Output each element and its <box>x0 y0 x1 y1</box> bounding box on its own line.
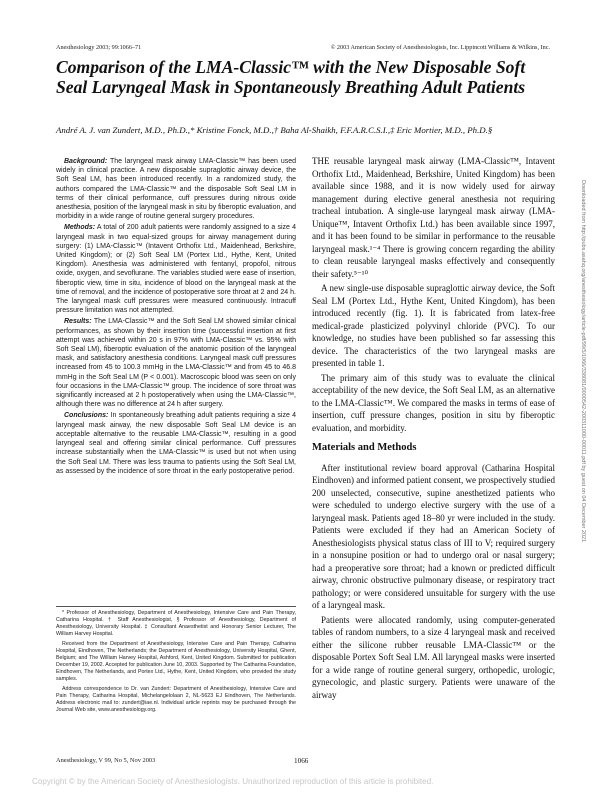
body-paragraph-intro: THE reusable laryngeal mask airway (LMA-Classic™, Intavent Orthofix Ltd., Maidenhead, Berkshire, United Kingdom) has been available since 1988, and it is now widely used for airway management during elective general anesthesia not requiring tracheal intubation. A single-use laryngeal mask airway (LMA-Unique™, Intavent Orthofix Ltd.) has been available since 1997, and it has been found to be similar in performance to the reusable laryngeal mask.¹⁻⁴ There is growing concern regarding the ability to clean reusable laryngeal masks effectively and consequently their safety.⁵⁻¹⁰ <box>312 156 555 279</box>
abstract-methods <box>56 223 296 315</box>
body-paragraph-aim: The primary aim of this study was to evaluate the clinical acceptability of the new device, the Soft Seal LM, as an alternative to the LMA-Classic™. We compared the masks in terms of ease of insertion, cuff pressure changes, position in situ by fiberoptic evaluation, and morbidity. <box>312 372 555 433</box>
footnote-correspondence: Address correspondence to Dr. van Zundert: Department of Anesthesiology, Intensive Care and Pain Therapy, Catharina Hospital, Michelangelolaan 2, NL-5623 EJ Eindhoven, The Netherlands. Address electronic mail to: zundert@iae.nl. Individual article reprints may be purchased through the Journal Web site, www.anesthesiology.org. <box>56 686 296 713</box>
copyright-header: © 2003 American Society of Anesthesiologists, Inc. Lippincott Williams & Wilkins, Inc. <box>330 44 550 51</box>
body-text-column <box>312 155 555 703</box>
body-paragraph-allocation: Patients were allocated randomly, using computer-generated tables of random numbers, to a size 4 laryngeal mask and received either the silicone rubber reusable LMA-Classic™ or the disposable Portex Soft Seal LM. All laryngeal masks were inserted for a wide range of routine general surgery, orthopedic, urologic, gynecologic, and plastic surgery. Patients were unaware of the airway <box>312 614 555 700</box>
abstract-background-label: Background: <box>64 158 108 165</box>
body-paragraph-patients: After institutional review board approval (Catharina Hospital Eindhoven) and informed patient consent, we prospectively studied 200 unselected, consecutive, supine anesthetized patients who were scheduled to undergo elective surgery with the use of a laryngeal mask. Patients aged 18–80 yr were included in the study. Patients were excluded if they had an American Society of Anesthesiologists physical status class of III to V; required surgery in a nonsupine position or had to undergo oral or nasal surgery; had a preoperative sore throat; had a known or predicted difficult airway, chronic obstructive pulmonary disease, or respiratory tract pathology; or were considered unsuitable for surgery with the use of a laryngeal mask. <box>312 462 555 610</box>
body-paragraph-device: A new single-use disposable supraglottic airway device, the Soft Seal LM (Portex Ltd., Hythe Kent, United Kingdom), has been introduced recently (fig. 1). It is fabricated from latex-free medical-grade plasticized polyvinyl chloride (PVC). To our knowledge, no studies have been published so far assessing this device. The characteristics of the two laryngeal masks are presented in table 1. <box>312 283 555 368</box>
abstract-conclusions-label: Conclusions: <box>64 412 109 420</box>
abstract-methods-label: Methods: <box>64 224 96 232</box>
abstract-results-label: Results: <box>64 318 92 326</box>
footnote-rule <box>56 606 296 607</box>
abstract-background <box>56 157 296 221</box>
footnotes <box>56 606 296 717</box>
journal-citation-header: Anesthesiology 2003; 99:1066–71 <box>56 44 142 51</box>
article-title: Comparison of the LMA-Classic™ with the New Disposable Soft Seal Laryngeal Mask in Spontaneously Breathing Adult Patients <box>56 57 526 97</box>
abstract-methods-text: A total of 200 adult patients were randomly assigned to a size 4 laryngeal mask in two equal-sized groups for airway management during surgery: (1) LMA-Classic™ (Intavent Orthofix Ltd., Maidenhead, Berkshire, United Kingdom); or (2) Soft Seal LM (Portex Ltd., Hythe, Kent, United Kingdom). Anesthesia was administered with fentanyl, propofol, nitrous oxide, oxygen, and sevoflurane. The variables studied were ease of insertion, fiberoptic view, time in situ, incidence of blood on the laryngeal mask at the time of removal, and the incidence of postoperative sore throat at 2 and 24 h. The laryngeal mask cuff pressures were measured continuously. Intracuff pressure limitation was not attempted. <box>56 224 296 315</box>
copyright-watermark: Copyright © by the American Society of Anesthesiologists. Unauthorized reproduction of this article is prohibited. <box>32 777 434 786</box>
footer-journal-issue: Anesthesiology, V 99, No 5, Nov 2003 <box>56 757 156 764</box>
footnote-received: Received from the Department of Anesthesiology, Intensive Care and Pain Therapy, Catharina Hospital, Eindhoven, The Netherlands; the Department of Anesthesiology, University Hospital, Ghent, Belgium; and The William Harvey Hospital, Ashford, Kent, United Kingdom. Submitted for publication December 19, 2002. Accepted for publication June 10, 2003. Supported by The Catharina Foundation, Eindhoven, The Netherlands, and Portex Ltd., Hythe, Kent, United Kingdom, who provided the study samples. <box>56 641 296 682</box>
abstract-conclusions-text: In spontaneously breathing adult patients requiring a size 4 laryngeal mask airway, the new disposable Soft Seal LM device is an acceptable alternative to the reusable LMA-Classic™, resulting in a good laryngeal seal and offering similar clinical performance. Cuff pressures increase substantially when the LMA-Classic™ is used but not when using the Soft Seal LM. There was less trauma to patients using the Soft Seal LM, as assessed by the incidence of sore throat in the early postoperative period. <box>56 412 296 475</box>
abstract <box>56 157 296 478</box>
footnote-affiliations: * Professor of Anesthesiology, Department of Anesthesiology, Intensive Care and Pain Therapy, Catharina Hospital. † Staff Anesthesiologist, § Professor of Anesthesiology, Department of Anesthesiology, University Hospital. ‡ Consultant Anaesthetist and Honorary Senior Lecturer, The William Harvey Hospital. <box>56 610 296 637</box>
download-watermark: Downloaded from http://pubs.asahq.org/anesthesiology/article-pdf/99/5/1066/338081/0000542-200311000-00011.pdf by guest on 04 December 2021 <box>580 180 586 543</box>
abstract-results-text: The LMA-Classic™ and the Soft Seal LM showed similar clinical performances, as shown by their insertion time (successful insertion at first attempt was achieved within 20 s in 97% with LMA-Classic™ vs. 95% with Soft Seal LM), fiberoptic evaluation of the anatomic position of the laryngeal mask, and satisfactory anesthesia conditions. Laryngeal mask cuff pressures increased from 45 to 100.3 mmHg in the LMA-Classic™ and from 45 to 46.8 mmHg in the Soft Seal LM (P < 0.001). Macroscopic blood was seen on only four occasions in the LMA-Classic™ group. The incidence of sore throat was significantly increased at 2 h postoperatively when using the LMA-Classic™, although there was no difference at 24 h after surgery. <box>56 318 296 409</box>
abstract-results <box>56 317 296 409</box>
page-number: 1066 <box>294 757 309 765</box>
abstract-background-text: The laryngeal mask airway LMA-Classic™ has been used widely in clinical practice. A new disposable supraglottic airway device, the Soft Seal LM, has been introduced recently. In a randomized study, the authors compared the LMA-Classic™ and the disposable Soft Seal LM in terms of their clinical performance, cuff pressures during nitrous oxide anesthesia, position of the laryngeal mask in situ by fiberoptic evaluation, and morbidity in a wide range of routine general surgery procedures. <box>56 158 296 221</box>
abstract-conclusions <box>56 411 296 475</box>
section-heading-materials-methods: Materials and Methods <box>312 442 417 453</box>
author-list: André A. J. van Zundert, M.D., Ph.D.,* Kristine Fonck, M.D.,† Baha Al-Shaikh, F.F.A.R.C.S.I.,‡ Eric Mortier, M.D., Ph.D.§ <box>56 125 493 135</box>
